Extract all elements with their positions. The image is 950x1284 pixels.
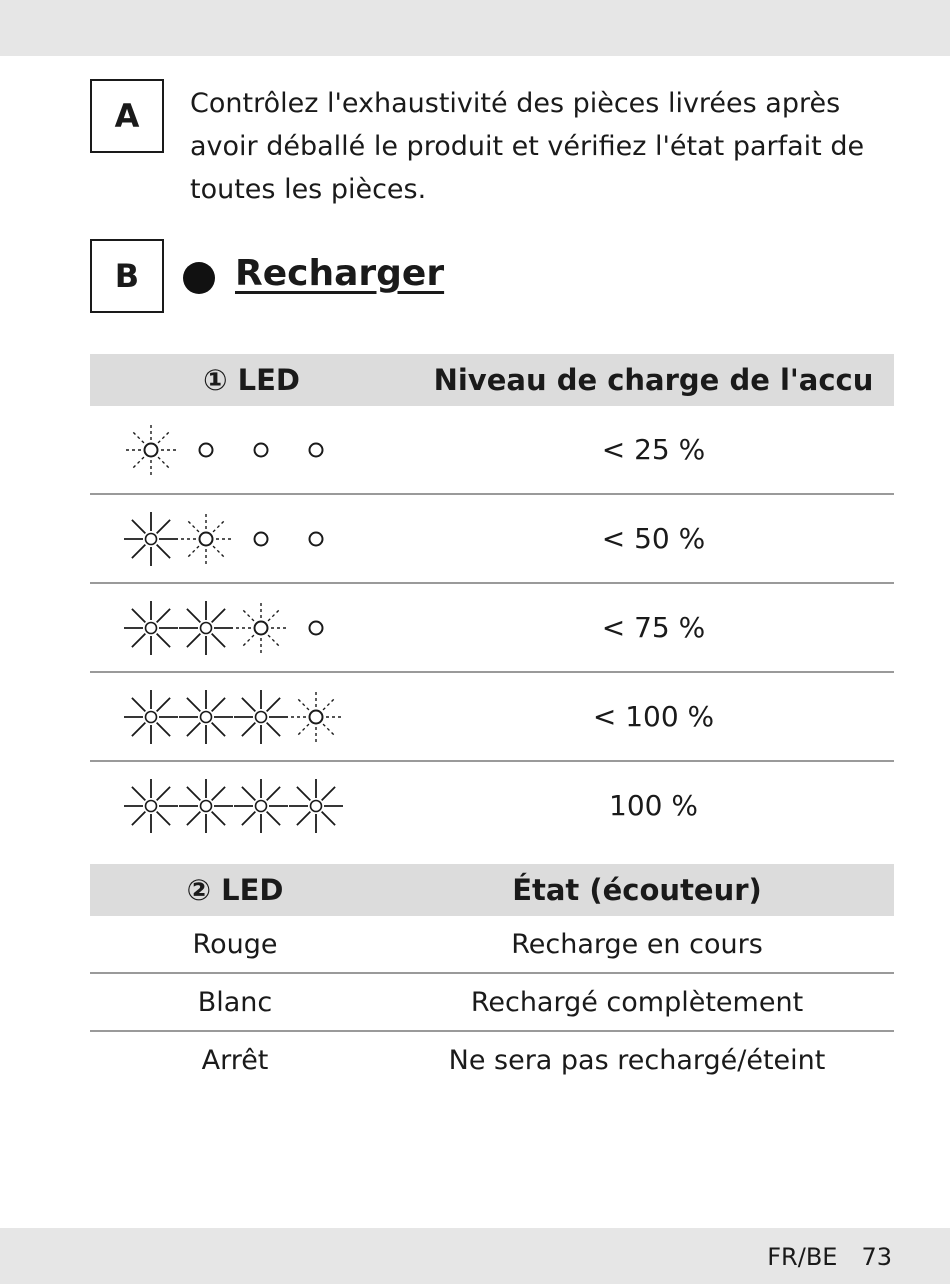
section-label-a: A	[90, 79, 164, 153]
footer	[743, 1243, 892, 1271]
led-indicator-cell	[90, 672, 413, 761]
section-label-b: B	[90, 239, 164, 313]
table-row	[90, 1031, 894, 1088]
led-indicator-icons	[123, 687, 363, 747]
led-on-icon	[124, 512, 178, 566]
led-off-icon	[255, 532, 268, 545]
led-state: Recharge en cours	[380, 916, 894, 973]
led-indicator-cell	[90, 583, 413, 672]
table-header-charge-level: Niveau de charge de l'accu	[413, 354, 894, 406]
led-on-icon	[289, 779, 343, 833]
led-blinking-icon	[125, 424, 177, 476]
footer-region: FR/BE	[767, 1243, 838, 1271]
led-on-icon	[234, 779, 288, 833]
table-row	[90, 761, 894, 849]
table-row	[90, 583, 894, 672]
led-indicator-icons	[123, 598, 363, 658]
led-on-icon	[234, 690, 288, 744]
table-row	[90, 406, 894, 494]
led-blinking-icon	[290, 691, 342, 743]
led-indicator-cell	[90, 494, 413, 583]
led-state: Rechargé complètement	[380, 973, 894, 1031]
charge-level-value: < 100 %	[413, 672, 894, 761]
led-blinking-icon	[235, 602, 287, 654]
section-a-text: Contrôlez l'exhaustivité des pièces livrées après avoir déballé le produit et vérifiez l'état parfait de toutes les pièces.	[190, 88, 865, 205]
led-off-icon	[310, 621, 323, 634]
led-indicator-cell	[90, 761, 413, 849]
charge-level-value: < 50 %	[413, 494, 894, 583]
section-heading: Recharger	[235, 253, 445, 294]
led-off-icon	[310, 532, 323, 545]
charge-level-value: < 75 %	[413, 583, 894, 672]
led-on-icon	[179, 779, 233, 833]
led-color: Arrêt	[201, 1044, 269, 1076]
header-bar	[0, 0, 950, 56]
charge-level-value: 100 %	[609, 789, 698, 822]
led-on-icon	[124, 779, 178, 833]
table-row	[90, 672, 894, 761]
led-indicator-icons	[123, 509, 363, 569]
table-row	[90, 494, 894, 583]
led-on-icon	[124, 601, 178, 655]
led-off-icon	[310, 443, 323, 456]
led-indicator-icons	[123, 776, 363, 836]
table-row	[90, 916, 894, 973]
led-indicator-icons	[123, 420, 363, 480]
page-number: 73	[861, 1243, 892, 1271]
table-header-state: État (écouteur)	[380, 864, 894, 916]
bullet-icon	[183, 262, 215, 294]
led-state: Ne sera pas rechargé/éteint	[448, 1044, 826, 1076]
led-on-icon	[124, 690, 178, 744]
led-color: Blanc	[90, 973, 380, 1031]
led-on-icon	[179, 690, 233, 744]
led-on-icon	[179, 601, 233, 655]
led-color: Rouge	[90, 916, 380, 973]
led-indicator-cell	[90, 406, 413, 494]
table-header-led: ① LED	[90, 354, 413, 406]
led-status-table	[90, 864, 894, 1088]
table-header-led: ② LED	[90, 864, 380, 916]
led-off-icon	[200, 443, 213, 456]
charge-level-table	[90, 354, 894, 849]
table-row	[90, 973, 894, 1031]
led-blinking-icon	[180, 513, 232, 565]
led-off-icon	[255, 443, 268, 456]
charge-level-value: < 25 %	[413, 406, 894, 494]
